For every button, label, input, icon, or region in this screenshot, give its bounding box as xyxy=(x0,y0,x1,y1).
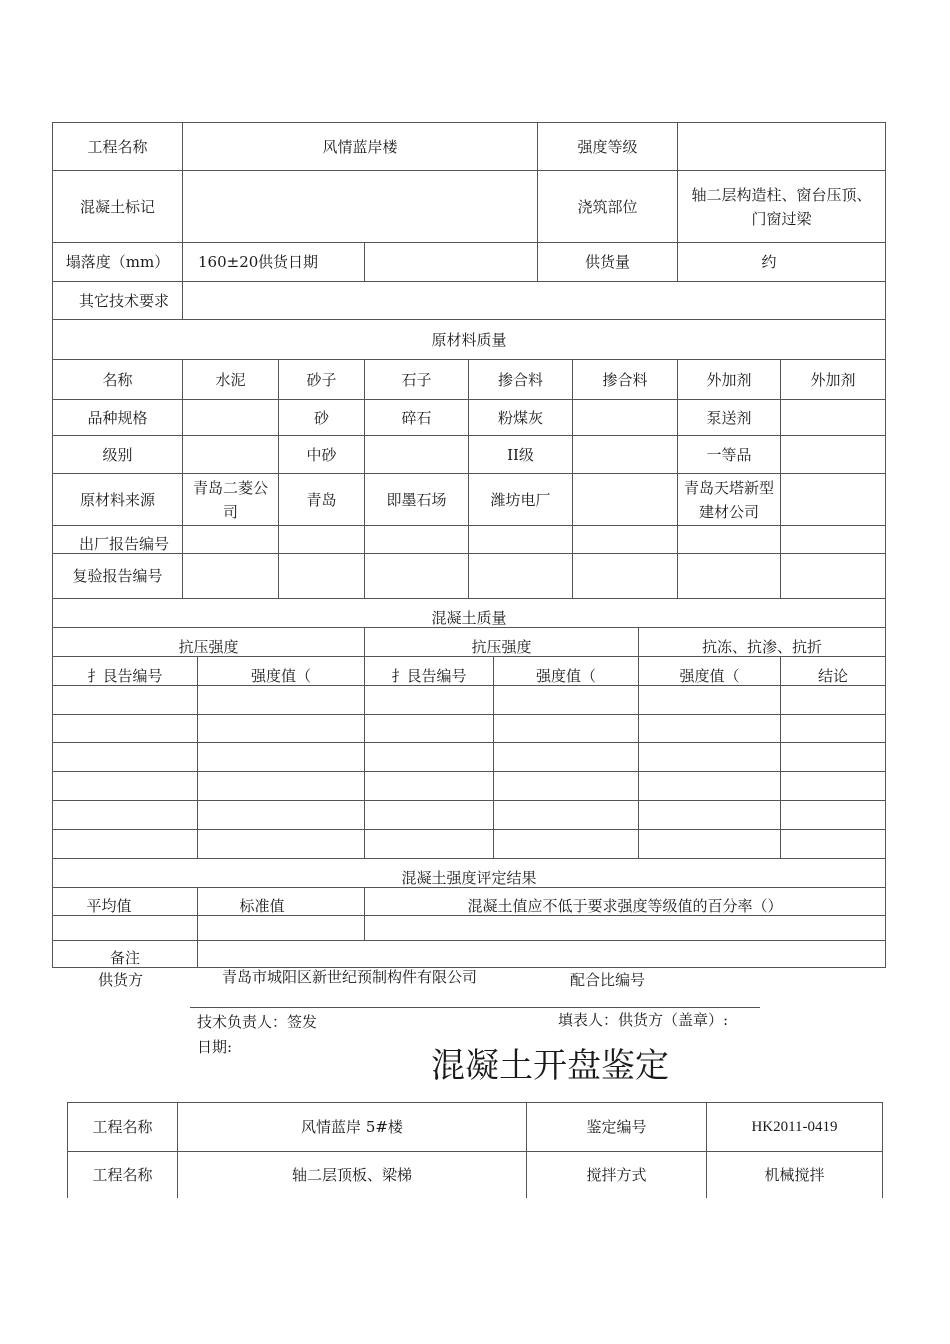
pour-location-label: 浇筑部位 xyxy=(577,197,638,216)
strength-grade-label: 强度等级 xyxy=(577,137,638,156)
materials-cell: 一等品 xyxy=(706,445,752,464)
concrete-mark-value xyxy=(183,171,537,242)
appraisal-number-value: HK2011-0419 xyxy=(751,1119,838,1135)
materials-header: 掺合料 xyxy=(497,370,543,389)
rule xyxy=(52,771,886,772)
materials-cell xyxy=(279,554,364,598)
materials-cell: 青岛天塔新型建材公司 xyxy=(683,478,774,521)
materials-cell xyxy=(678,526,780,553)
other-requirements-label: 其它技术要求 xyxy=(78,291,169,310)
filler-label: 填表人：供货方（盖章）: xyxy=(558,1011,729,1029)
rule xyxy=(882,1102,883,1198)
materials-cell xyxy=(469,554,572,598)
materials-header: 名称 xyxy=(102,370,133,389)
concrete-mark-label: 混凝土标记 xyxy=(79,197,155,216)
materials-row-label: 原材料来源 xyxy=(79,490,155,509)
materials-header: 石子 xyxy=(401,370,432,389)
materials-cell xyxy=(573,400,677,435)
supplier-label: 供货方 xyxy=(98,971,144,989)
quality-sub-header: 强度值（ xyxy=(250,667,311,685)
materials-cell: 青岛 xyxy=(306,490,337,509)
quality-sub-header: 强度值（ xyxy=(535,667,596,685)
rule xyxy=(885,122,886,968)
materials-cell xyxy=(183,400,278,435)
materials-cell xyxy=(781,474,885,525)
materials-cell xyxy=(279,526,364,553)
materials-cell xyxy=(781,526,885,553)
pour-location-value: 轴二层构造柱、窗台压顶、门窗过梁 xyxy=(691,185,872,228)
rule xyxy=(52,800,886,801)
appraisal-project-name-value: 风情蓝岸 5#楼 xyxy=(301,1118,403,1136)
materials-cell: 青岛二菱公司 xyxy=(192,478,268,521)
appraisal-project-name-label: 工程名称 xyxy=(92,1166,153,1184)
quality-sub-header: 扌艮告编号 xyxy=(391,667,467,685)
materials-cell: 碎石 xyxy=(401,408,432,427)
appraisal-title: 混凝土开盘鉴定 xyxy=(431,1046,669,1086)
materials-header: 水泥 xyxy=(215,370,246,389)
materials-header: 砂子 xyxy=(306,370,337,389)
materials-cell: II级 xyxy=(507,445,534,464)
strength-grade-value xyxy=(678,123,885,170)
supplier-value: 青岛市城阳区新世纪预制构件有限公司 xyxy=(222,968,478,986)
materials-cell: 潍坊电厂 xyxy=(490,490,551,509)
materials-cell xyxy=(469,526,572,553)
supply-date-label: 供货日期 xyxy=(258,253,319,271)
materials-cell xyxy=(183,436,278,473)
pass-rate-label: 混凝土值应不低于要求强度等级值的百分率（） xyxy=(467,897,783,915)
date-label: 日期: xyxy=(197,1038,233,1056)
materials-cell xyxy=(781,554,885,598)
mix-method-label: 搅拌方式 xyxy=(586,1166,647,1184)
rule xyxy=(52,829,886,830)
materials-row-label: 出厂报告编号 xyxy=(78,535,169,553)
materials-row-label: 复验报告编号 xyxy=(72,567,163,585)
materials-cell xyxy=(573,526,677,553)
supply-date-value xyxy=(365,243,537,281)
project-name-value: 风情蓝岸楼 xyxy=(322,137,398,156)
materials-header: 掺合料 xyxy=(602,370,648,389)
quality-sub-header: 结论 xyxy=(817,667,848,685)
average-value-label: 平均值 xyxy=(86,897,132,915)
rule xyxy=(52,742,886,743)
durability-group: 抗冻、抗渗、抗折 xyxy=(701,638,822,656)
quality-sub-header: 扌艮告编号 xyxy=(87,667,163,685)
materials-header: 外加剂 xyxy=(810,370,856,389)
materials-cell: 粉煤灰 xyxy=(497,408,543,427)
supply-qty-value: 约 xyxy=(761,253,777,271)
materials-cell xyxy=(365,554,468,598)
project-name-label: 工程名称 xyxy=(87,137,148,156)
materials-cell xyxy=(781,400,885,435)
materials-cell: 泵送剂 xyxy=(706,408,752,427)
mix-number-label: 配合比编号 xyxy=(570,971,646,989)
materials-cell xyxy=(781,436,885,473)
materials-cell xyxy=(183,526,278,553)
materials-cell xyxy=(573,436,677,473)
quality-sub-header: 强度值（ xyxy=(679,667,740,685)
remark-label: 备注 xyxy=(109,949,140,967)
quality-section-title: 混凝土质量 xyxy=(431,609,507,627)
mix-method-value: 机械搅拌 xyxy=(764,1166,825,1184)
materials-section-title: 原材料质量 xyxy=(431,330,507,349)
compressive-strength-group: 抗压强度 xyxy=(471,638,532,656)
supply-qty-label: 供货量 xyxy=(584,253,630,271)
materials-cell xyxy=(183,554,278,598)
appraisal-number-label: 鉴定编号 xyxy=(586,1118,647,1136)
technical-lead-label: 技术负责人：签发 xyxy=(197,1013,318,1031)
standard-value-label: 标准值 xyxy=(239,897,285,915)
materials-header: 外加剂 xyxy=(706,370,752,389)
materials-cell: 中砂 xyxy=(306,445,337,464)
materials-cell: 即墨石场 xyxy=(386,490,447,509)
evaluation-section-title: 混凝土强度评定结果 xyxy=(401,869,537,887)
materials-cell xyxy=(573,554,677,598)
materials-row-label: 品种规格 xyxy=(87,408,148,427)
materials-row-label: 级别 xyxy=(102,445,133,464)
compressive-strength-group: 抗压强度 xyxy=(178,638,239,656)
materials-cell xyxy=(573,474,677,525)
rule xyxy=(52,714,886,715)
materials-cell xyxy=(365,526,468,553)
materials-cell: 砂 xyxy=(313,408,329,427)
other-requirements-value xyxy=(183,282,885,319)
materials-cell xyxy=(365,436,468,473)
slump-label: 塌落度（mm） xyxy=(65,253,170,271)
materials-cell xyxy=(678,554,780,598)
slump-value: 160±20 xyxy=(198,253,259,271)
appraisal-project-name-label: 工程名称 xyxy=(92,1118,153,1136)
appraisal-location-value: 轴二层顶板、梁梯 xyxy=(291,1166,412,1184)
